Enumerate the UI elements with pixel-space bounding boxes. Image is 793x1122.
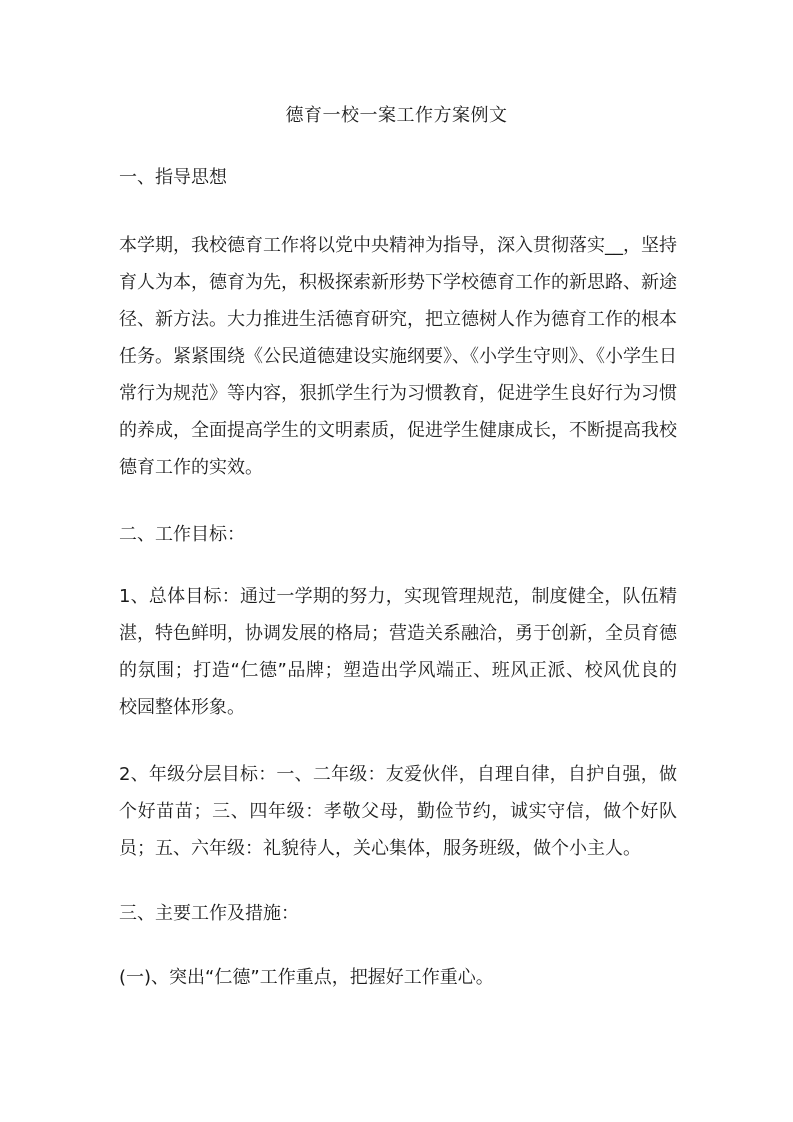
section-heading-guiding-ideology: 一、指导思想 bbox=[119, 167, 227, 188]
paragraph-grade-goals: 2、年级分层目标：一、二年级：友爱伙伴，自理自律，自护自强，做个好苗苗；三、四年级：孝敬父母，勤俭节约，诚实守信，做个好队员；五、六年级：礼貌待人，关心集体，服务班级，做个小主人。 bbox=[119, 764, 677, 859]
section-heading-main-work: 三、主要工作及措施： bbox=[119, 903, 299, 924]
section-heading-work-goals: 二、工作目标： bbox=[119, 524, 245, 545]
subsection-heading-rende-focus: (一)、突出“仁德”工作重点，把握好工作重心。 bbox=[119, 967, 494, 988]
document-body bbox=[119, 165, 677, 991]
document-title: 德育一校一案工作方案例文 bbox=[285, 105, 508, 126]
paragraph-overall-goal: 1、总体目标：通过一学期的努力，实现管理规范，制度健全，队伍精湛，特色鲜明，协调发展的格局；营造关系融洽，勇于创新，全员育德的氛围；打造“仁德”品牌；塑造出学风端正、班风正派、校风优良的校园整体形象。 bbox=[119, 586, 677, 718]
paragraph-guiding-ideology: 本学期，我校德育工作将以党中央精神为指导，深入贯彻落实__，坚持育人为本，德育为先，积极探索新形势下学校德育工作的新思路、新途径、新方法。大力推进生活德育研究，把立德树人作为德育工作的根本任务。紧紧围绕《公民道德建设实施纲要》、《小学生守则》、《小学生日常行为规范》等内容，狠抓学生行为习惯教育，促进学生良好行为习惯的养成，全面提高学生的文明素质，促进学生健康成长，不断提高我校德育工作的实效。 bbox=[119, 235, 677, 478]
